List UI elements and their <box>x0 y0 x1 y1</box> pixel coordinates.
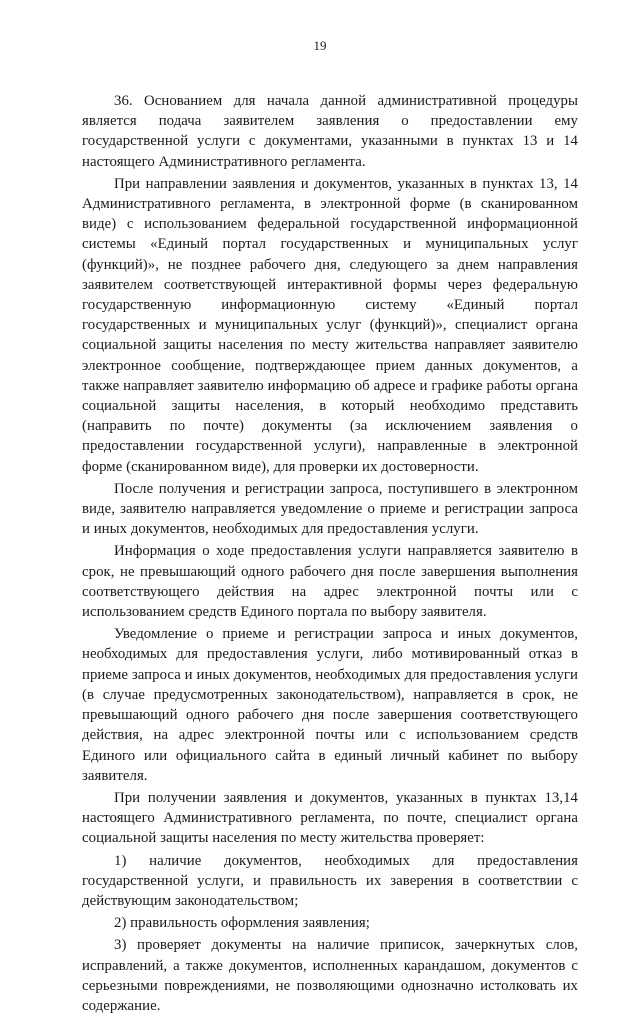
paragraph-electronic-submission: При направлении заявления и документов, указанных в пунктах 13, 14 Административного регламента, в электронной форме (в сканированном виде) с использованием федеральной государственной информационной системы «Единый портал государственных и муниципальных услуг (функций)», не позднее рабочего дня, следующего за днем направления заявителем соответствующей интерактивной формы через федеральную государственную информационную систему «Единый портал государственных и муниципальных услуг (функций)», специалист органа социальной защиты населения по месту жительства направляет заявителю электронное сообщение, подтверждающее прием данных документов, а также направляет заявителю информацию об адресе и графике работы органа социальной защиты населения, в который необходимо представить (направить по почте) документы (за исключением заявления о предоставлении государственной услуги), направленные в электронной форме (сканированном виде), для проверки их достоверности. <box>82 175 578 475</box>
document-body <box>82 91 578 1018</box>
list-item-2: 2) правильность оформления заявления; <box>114 915 370 932</box>
paragraph-registration-notice: После получения и регистрации запроса, поступившего в электронном виде, заявителю направляется уведомление о приеме и регистрации запроса и иных документов, необходимых для предоставления услуги. <box>82 480 578 538</box>
page-number: 19 <box>313 38 327 53</box>
paragraph-acceptance-notice: Уведомление о приеме и регистрации запроса и иных документов, необходимых для предоставления услуги, либо мотивированный отказ в приеме запроса и иных документов, необходимых для предоставления услуги (в случае предусмотренных законодательством), направляется в срок, не превышающий одного рабочего дня после завершения соответствующего действия, на адрес электронной почты или с использованием средств Единого или официального сайта в единый личный кабинет по выбору заявителя. <box>82 626 578 784</box>
paragraph-36: 36. Основанием для начала данной административной процедуры является подача заявителем заявления о предоставлении ему государственной услуги с документами, указанными в пунктах 13 и 14 настоящего Административного регламента. <box>82 93 578 170</box>
paragraph-postal-submission: При получении заявления и документов, указанных в пунктах 13,14 настоящего Административного регламента, по почте, специалист органа социальной защиты населения по месту жительства проверяет: <box>82 789 578 847</box>
paragraph-progress-info: Информация о ходе предоставления услуги направляется заявителю в срок, не превышающий одного рабочего дня после завершения выполнения соответствующего действия на адрес электронной почты или с использованием средств Единого портала по выбору заявителя. <box>82 543 578 621</box>
list-item-3: 3) проверяет документы на наличие приписок, зачеркнутых слов, исправлений, а также документов, исполненных карандашом, документов с серьезными повреждениями, не позволяющими однозначно истолковать их содержание. <box>82 937 578 1014</box>
list-item-1: 1) наличие документов, необходимых для предоставления государственной услуги, и правильность их заверения в соответствии с действующим законодательством; <box>82 852 578 909</box>
